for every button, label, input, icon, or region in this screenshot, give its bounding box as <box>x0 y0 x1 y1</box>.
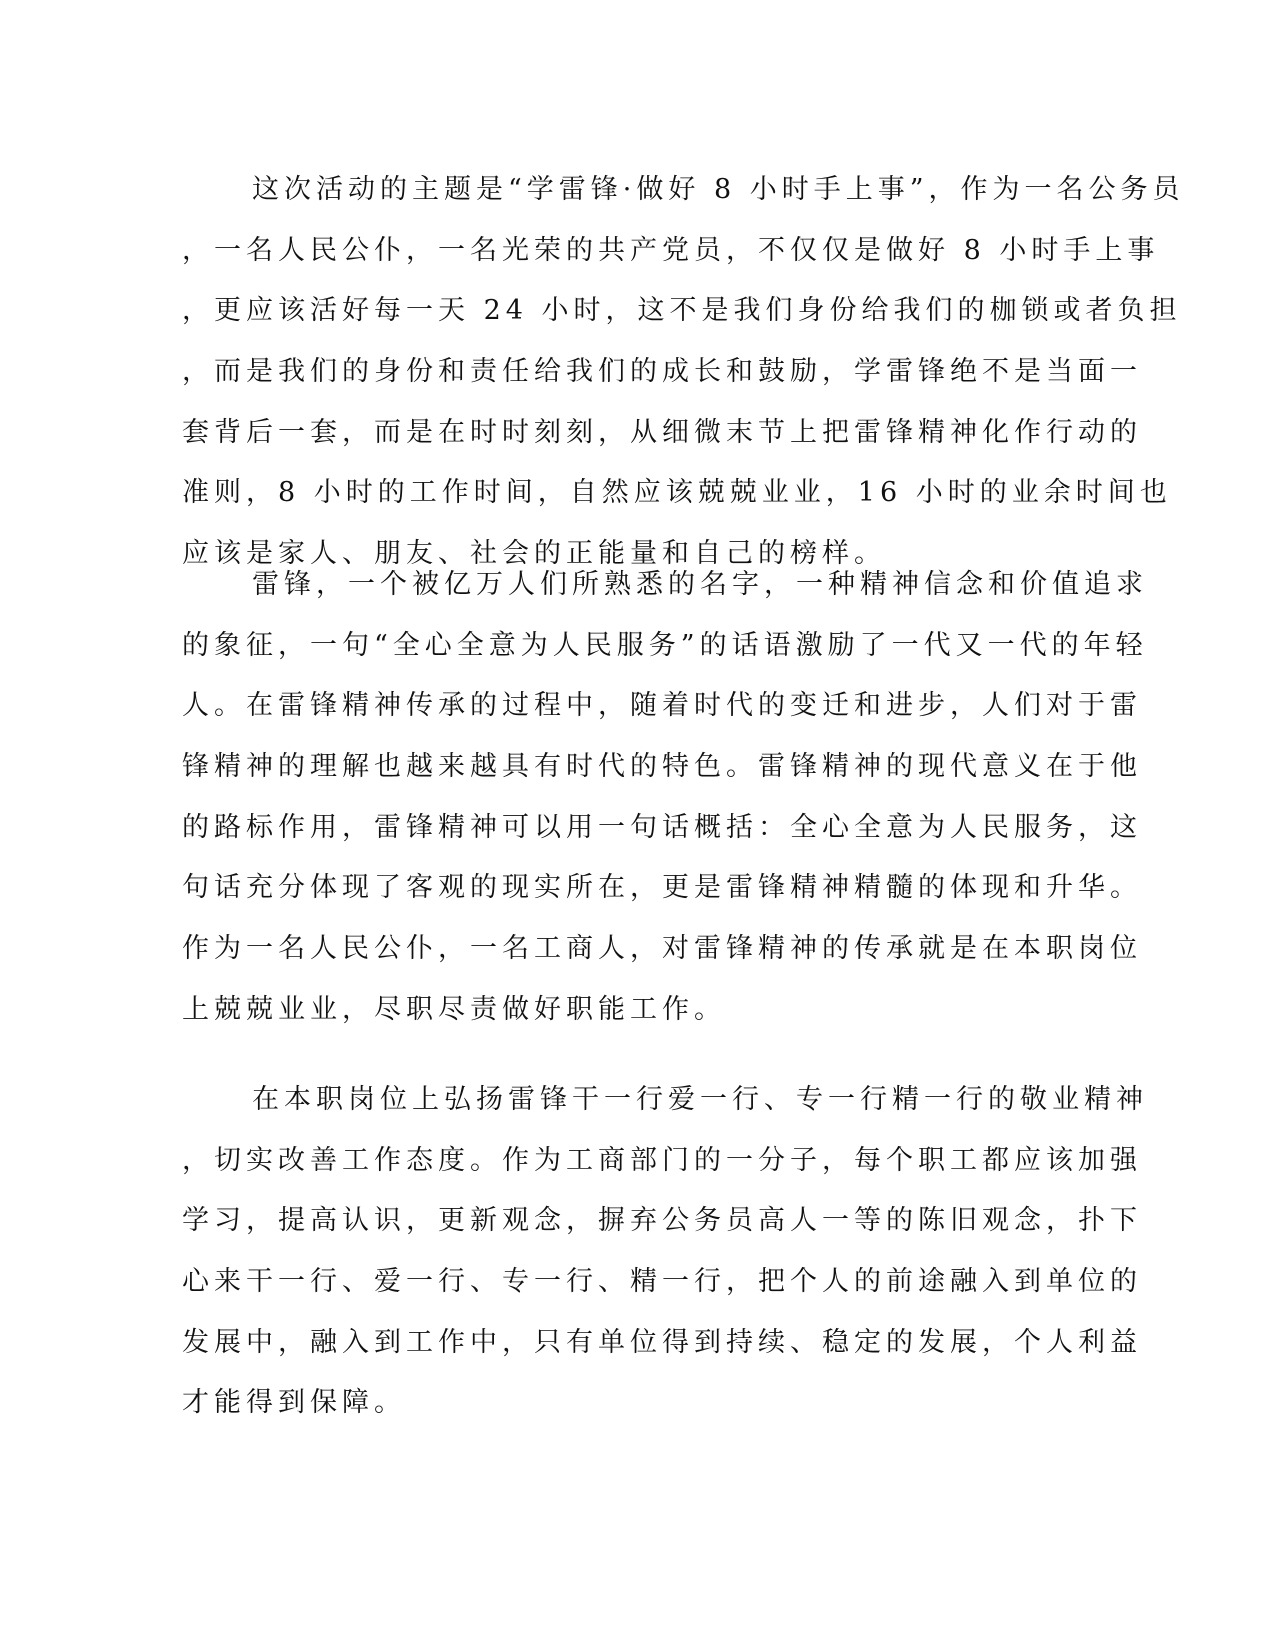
paragraph-line: 发展中，融入到工作中，只有单位得到持续、稳定的发展，个人利益 <box>182 1326 1142 1358</box>
paragraph-line: ，更应该活好每一天 24 小时，这不是我们身份给我们的枷锁或者负担 <box>182 295 1182 327</box>
paragraph-line: ，切实改善工作态度。作为工商部门的一分子，每个职工都应该加强 <box>182 1144 1142 1176</box>
paragraph-line: 上兢兢业业，尽职尽责做好职能工作。 <box>182 993 726 1025</box>
paragraph-line: 套背后一套，而是在时时刻刻，从细微末节上把雷锋精神化作行动的 <box>182 416 1142 448</box>
paragraph-line: 准则，8 小时的工作时间，自然应该兢兢业业，16 小时的业余时间也 <box>182 477 1172 509</box>
paragraph-line: 才能得到保障。 <box>182 1387 406 1419</box>
paragraph-line: 句话充分体现了客观的现实所在，更是雷锋精神精髓的体现和升华。 <box>182 872 1142 904</box>
paragraph-line: 人。在雷锋精神传承的过程中，随着时代的变迁和进步，人们对于雷 <box>182 690 1142 722</box>
paragraph-3 <box>182 1070 1148 1434</box>
paragraph-line: ，一名人民公仆，一名光荣的共产党员，不仅仅是做好 8 小时手上事 <box>182 234 1160 266</box>
paragraph-2 <box>182 555 1148 1041</box>
paragraph-line: 心来干一行、爱一行、专一行、精一行，把个人的前途融入到单位的 <box>182 1266 1142 1298</box>
paragraph-line: 在本职岗位上弘扬雷锋干一行爱一行、专一行精一行的敬业精神 <box>252 1084 1148 1115</box>
paragraph-line: 应该是家人、朋友、社会的正能量和自己的榜样。 <box>182 538 886 570</box>
paragraph-line: 的路标作用，雷锋精神可以用一句话概括：全心全意为人民服务，这 <box>182 811 1142 843</box>
paragraph-line: 的象征，一句“全心全意为人民服务”的话语激励了一代又一代的年轻 <box>182 629 1148 661</box>
paragraph-line: 作为一名人民公仆，一名工商人，对雷锋精神的传承就是在本职岗位 <box>182 933 1142 965</box>
paragraph-line: 锋精神的理解也越来越具有时代的特色。雷锋精神的现代意义在于他 <box>182 751 1142 783</box>
paragraph-line: 雷锋，一个被亿万人们所熟悉的名字，一种精神信念和价值追求 <box>252 569 1148 600</box>
paragraph-line: ，而是我们的身份和责任给我们的成长和鼓励，学雷锋绝不是当面一 <box>182 356 1142 388</box>
paragraph-line: 学习，提高认识，更新观念，摒弃公务员高人一等的陈旧观念，扑下 <box>182 1205 1142 1237</box>
paragraph-line: 这次活动的主题是“学雷锋·做好 8 小时手上事”，作为一名公务员 <box>252 174 1185 205</box>
